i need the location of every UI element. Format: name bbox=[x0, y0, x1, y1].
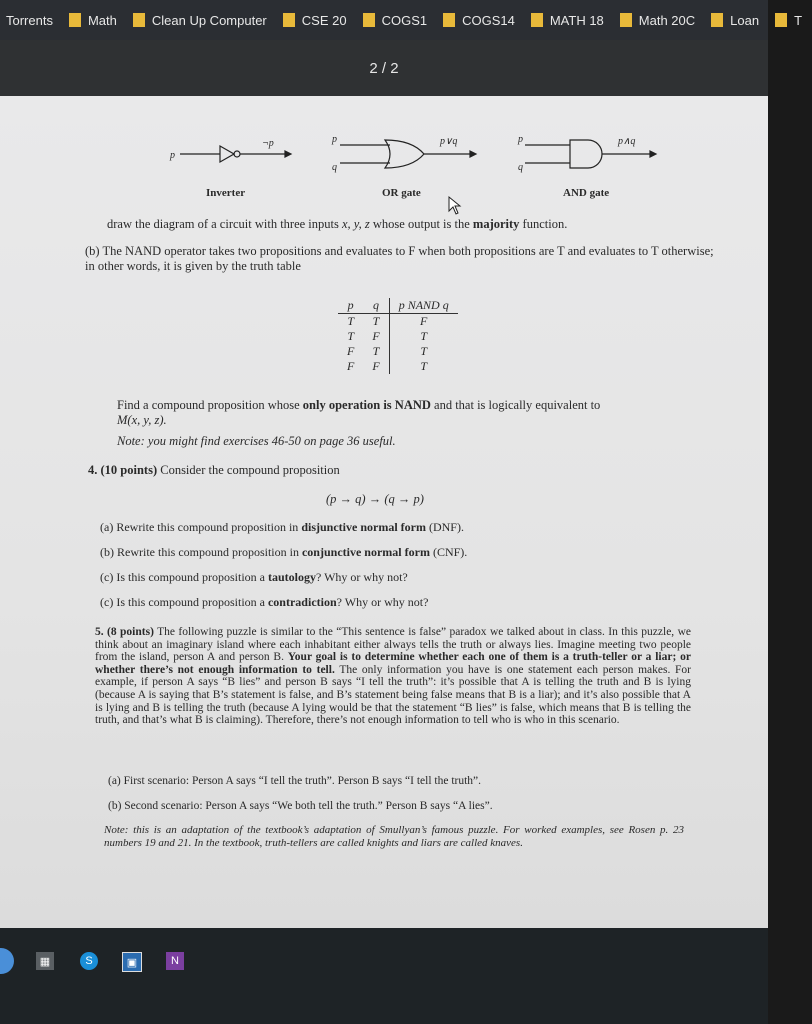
bookmark-label: CSE 20 bbox=[301, 12, 347, 28]
gate-diagrams bbox=[150, 112, 670, 182]
compound-proposition: (p → q) → (q → p) bbox=[326, 492, 424, 506]
calculator-icon[interactable]: ▦ bbox=[36, 952, 54, 970]
and-input-q: q bbox=[518, 162, 523, 173]
table-row bbox=[338, 359, 458, 374]
item-label: (b) bbox=[85, 244, 100, 258]
table-cell: T bbox=[347, 314, 355, 328]
problem-number: 4. bbox=[88, 463, 98, 477]
table-cell: F bbox=[347, 359, 355, 373]
problem-4-heading bbox=[88, 463, 708, 478]
or-input-q: q bbox=[332, 162, 337, 173]
and-gate-label: AND gate bbox=[563, 187, 610, 199]
problem-points: (8 points) bbox=[107, 626, 154, 638]
bookmark-torrents[interactable] bbox=[0, 0, 63, 40]
nand-text: The NAND operator takes two propositions and evaluates to F when both propositions are T and evaluates to T otherwise; in other words, it is given by the truth table bbox=[85, 244, 714, 273]
folder-icon bbox=[69, 13, 81, 27]
bookmarks-bar bbox=[0, 0, 803, 40]
bold-segment: disjunctive normal form bbox=[301, 520, 426, 534]
bookmark-clean-up-computer[interactable] bbox=[127, 0, 277, 40]
nand-find-instruction bbox=[117, 398, 717, 428]
inverter-output-not-p: ¬p bbox=[262, 138, 274, 149]
folder-icon bbox=[283, 13, 295, 27]
onenote-icon-letter: N bbox=[171, 955, 179, 967]
variables: x, y, z bbox=[342, 217, 370, 231]
and-output: p∧q bbox=[618, 136, 636, 147]
bookmark-label: MATH 18 bbox=[549, 12, 604, 28]
problem-4-item-a bbox=[100, 520, 464, 535]
folder-icon bbox=[775, 13, 787, 27]
bookmark-math[interactable] bbox=[63, 0, 127, 40]
bookmark-cse20[interactable] bbox=[277, 0, 357, 40]
folder-icon bbox=[711, 13, 723, 27]
text-segment: (b) Rewrite this compound proposition in bbox=[100, 545, 302, 559]
folder-icon bbox=[531, 13, 543, 27]
problem-4-item-b bbox=[100, 545, 467, 560]
table-cell: T bbox=[420, 359, 428, 373]
text-segment: The only information you have is one statement each person makes. For example, if person A says “B lies” and person B says “I tell the truth”: it’s possible that A is telling the truth and B is lying (because A is saying that B’s statement is false, and B’s statement being false means that B is a liar); and it’s also possible that A is lying and B is telling the truth (because A lying would be that the statement “B lies” is false, which means that B is telling the truth, and that’s what B is claiming). Therefore, there’s not enough information to tell who is who in this scenario. bbox=[95, 663, 692, 727]
bookmark-cogs14[interactable] bbox=[437, 0, 525, 40]
bold-segment: tautology bbox=[267, 570, 316, 584]
or-input-p: p bbox=[332, 134, 337, 145]
text-segment: function. bbox=[519, 217, 568, 231]
page-indicator: 2 / 2 bbox=[369, 59, 399, 77]
bookmark-label: Torrents bbox=[6, 12, 53, 28]
table-header-row bbox=[338, 298, 458, 314]
table-cell: T bbox=[363, 314, 389, 330]
logic-gates-figure bbox=[150, 112, 670, 199]
folder-icon bbox=[443, 13, 455, 27]
majority-expression: M(x, y, z). bbox=[117, 413, 167, 427]
nand-description bbox=[85, 244, 715, 274]
bold-segment: only operation is NAND bbox=[302, 398, 431, 412]
bookmark-label: Math bbox=[87, 12, 117, 28]
bookmark-label: T bbox=[794, 12, 803, 28]
bookmark-cogs1[interactable] bbox=[357, 0, 438, 40]
problem-intro: Consider the compound proposition bbox=[157, 463, 340, 477]
problem-number: 5. bbox=[95, 626, 104, 638]
pdf-toolbar bbox=[0, 40, 768, 96]
table-cell: F bbox=[363, 329, 389, 344]
bookmark-label: COGS1 bbox=[381, 12, 428, 28]
nand-truth-table bbox=[338, 298, 458, 374]
and-input-p: p bbox=[518, 134, 523, 145]
and-gate bbox=[525, 140, 656, 168]
folder-icon bbox=[363, 13, 375, 27]
or-gate-label: OR gate bbox=[382, 187, 421, 199]
header-q: q bbox=[363, 298, 389, 314]
problem-points: (10 points) bbox=[100, 463, 158, 477]
majority-term: majority bbox=[472, 217, 520, 231]
bold-segment: contradiction bbox=[267, 595, 337, 609]
table-cell: T bbox=[347, 329, 355, 343]
text-segment: ? Why or why not? bbox=[315, 570, 408, 584]
header-nand: p NAND q bbox=[389, 298, 458, 314]
goal-text: Your goal is to determine whether each one of them is a truth-teller or a liar; or whether there’s not enough information to tell. bbox=[95, 651, 691, 676]
inverter-label: Inverter bbox=[206, 187, 246, 199]
table-cell: T bbox=[363, 344, 389, 359]
folder-icon bbox=[133, 13, 145, 27]
bookmark-t[interactable] bbox=[769, 0, 812, 40]
bookmark-label: COGS14 bbox=[462, 12, 515, 28]
bookmark-label: Clean Up Computer bbox=[151, 12, 267, 28]
text-segment: draw the diagram of a circuit with three inputs bbox=[107, 217, 342, 231]
table-row bbox=[338, 329, 458, 344]
bold-segment: conjunctive normal form bbox=[301, 545, 430, 559]
text-segment: whose output is the bbox=[369, 217, 473, 231]
text-segment: (a) Rewrite this compound proposition in bbox=[100, 520, 302, 534]
or-output: p∨q bbox=[440, 136, 458, 147]
taskbar bbox=[0, 928, 768, 1024]
folder-icon bbox=[620, 13, 632, 27]
majority-instruction bbox=[107, 217, 707, 232]
text-segment: (c) Is this compound proposition a bbox=[100, 595, 268, 609]
problem-4-item-c bbox=[100, 570, 408, 585]
header-p: p bbox=[338, 298, 363, 314]
onenote-icon[interactable] bbox=[166, 952, 184, 970]
bookmark-label: Math 20C bbox=[638, 12, 696, 28]
bookmark-math18[interactable] bbox=[525, 0, 614, 40]
nand-note: Note: you might find exercises 46-50 on page 36 useful. bbox=[117, 434, 396, 448]
problem-5-item-a: (a) First scenario: Person A says “I tell the truth”. Person B says “I tell the truth”. bbox=[108, 775, 482, 787]
mouse-cursor-icon bbox=[448, 196, 462, 216]
table-row bbox=[338, 314, 458, 330]
bookmark-math20c[interactable] bbox=[614, 0, 705, 40]
problem-5-item-b: (b) Second scenario: Person A says “We both tell the truth.” Person B says “A lies”. bbox=[108, 800, 493, 812]
pdf-page bbox=[0, 96, 768, 928]
app-icon[interactable]: ▣ bbox=[122, 952, 142, 972]
table-cell: T bbox=[420, 344, 428, 358]
bookmark-loan[interactable] bbox=[705, 0, 769, 40]
text-segment: (c) Is this compound proposition a bbox=[100, 570, 268, 584]
bookmark-label: Loan bbox=[730, 12, 760, 28]
cortana-icon[interactable] bbox=[0, 948, 14, 974]
inverter-gate bbox=[180, 146, 291, 162]
inverter-input-p: p bbox=[170, 150, 175, 161]
table-cell: F bbox=[420, 314, 428, 328]
skype-icon-letter: S bbox=[85, 955, 93, 967]
table-cell: F bbox=[347, 344, 355, 358]
problem-4-item-d bbox=[100, 595, 428, 610]
text-segment: (CNF). bbox=[429, 545, 468, 559]
table-cell: F bbox=[363, 359, 389, 374]
text-segment: ? Why or why not? bbox=[336, 595, 429, 609]
table-cell: T bbox=[420, 329, 428, 343]
skype-icon[interactable] bbox=[80, 952, 98, 970]
text-segment: The following puzzle is similar to the “This sentence is false” paradox we talked about in class. In this puzzle, we think about an imaginary island where each inhabitant either always tells the truth or always lies. Imagine meeting two people from the island, person A and person B. bbox=[95, 626, 692, 664]
problem-5-paragraph bbox=[95, 626, 691, 727]
text-segment: and that is logically equivalent to bbox=[430, 398, 601, 412]
table-row bbox=[338, 344, 458, 359]
text-segment: Find a compound proposition whose bbox=[117, 398, 303, 412]
text-segment: (DNF). bbox=[425, 520, 464, 534]
problem-5-note: Note: this is an adaptation of the textbook’s adaptation of Smullyan’s famous puzzle. For worked examples, see Rosen p. 23 numbers 19 and 21. In the textbook, truth-tellers are called knights and liars are called knaves. bbox=[104, 824, 684, 849]
